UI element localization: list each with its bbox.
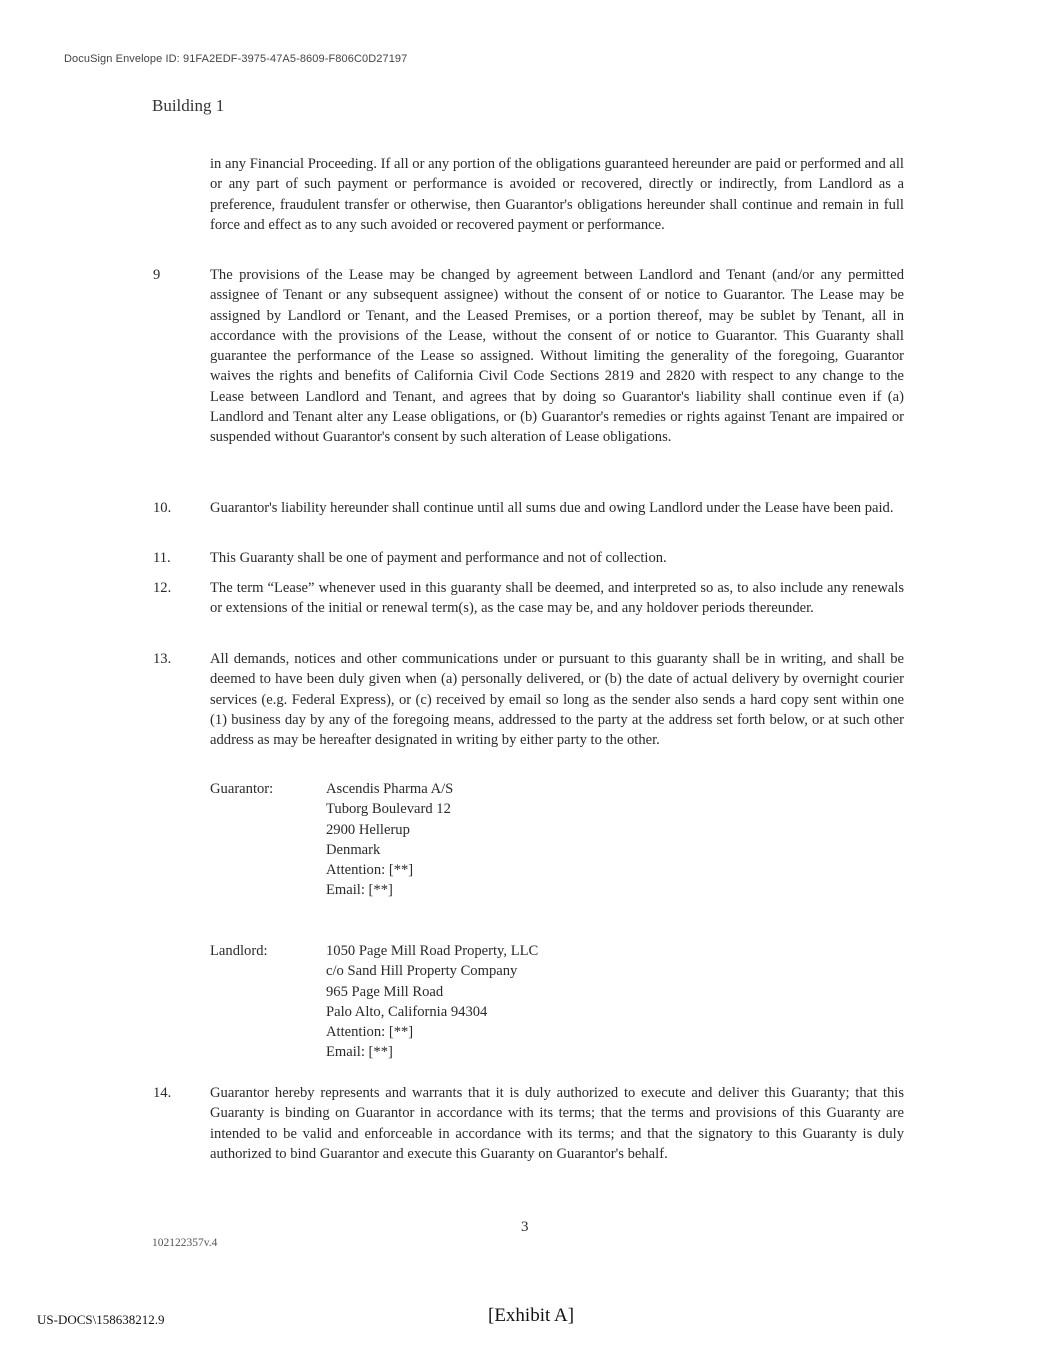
section-number: 10.	[153, 500, 172, 516]
guarantor-label: Guarantor:	[210, 781, 274, 797]
landlord-address-line: c/o Sand Hill Property Company	[326, 963, 518, 980]
guarantor-address-line: Tuborg Boulevard 12	[326, 801, 451, 818]
guarantor-email: Email: [**]	[326, 882, 393, 899]
landlord-label: Landlord:	[210, 943, 268, 959]
section-text: The provisions of the Lease may be changed by agreement between Landlord and Tenant (and/or any permitted assignee of Tenant or any subsequent assignee) without the consent of or notice to Guarantor. The Lease may be assigned by Landlord or Tenant, and the Leased Premises, or a portion thereof, may be sublet by Tenant, all in accordance with the provisions of the Lease, without the consent of or notice to Guarantor. This Guaranty shall guarantee the performance of the Lease so assigned. Without limiting the generality of the foregoing, Guarantor waives the rights and benefits of California Civil Code Sections 2819 and 2820 with respect to any change to the Lease between Landlord and Tenant, and agrees that by doing so Guarantor's liability shall continue even if (a) Landlord and Tenant alter any Lease obligations, or (b) Guarantor's remedies or rights against Tenant are impaired or suspended without Guarantor's consent by such alteration of Lease obligations.	[210, 267, 904, 446]
section-number: 12.	[153, 580, 172, 596]
guarantor-address-line: 2900 Hellerup	[326, 821, 410, 838]
landlord-address-line: 1050 Page Mill Road Property, LLC	[326, 943, 539, 959]
exhibit-label: [Exhibit A]	[488, 1305, 575, 1326]
landlord-attention: Attention: [**]	[326, 1024, 414, 1041]
landlord-address-line: Palo Alto, California 94304	[326, 1003, 488, 1020]
guarantor-address-lines	[326, 779, 453, 901]
continuation-paragraph: in any Financial Proceeding. If all or any portion of the obligations guaranteed hereunder are paid or performed and all or any part of such payment or performance is avoided or recovered, directly or indirectly, from Landlord as a preference, fraudulent transfer or otherwise, then Guarantor's obligations hereunder shall continue and remain in full force and effect as to any such avoided or recovered payment or performance.	[210, 156, 904, 233]
section-text: All demands, notices and other communications under or pursuant to this guaranty shall be in writing, and shall be deemed to have been duly given when (a) personally delivered, or (b) the date of actual delivery by overnight courier services (e.g. Federal Express), or (c) received by email so long as the sender also sends a hard copy sent within one (1) business day by any of the foregoing means, addressed to the party at the address set forth below, or at such other address as may be hereafter designated in writing by either party to the other.	[210, 651, 904, 749]
guarantor-attention: Attention: [**]	[326, 862, 414, 879]
section-number: 11.	[153, 550, 171, 566]
landlord-address-lines	[326, 941, 538, 1063]
section-number: 14.	[153, 1085, 172, 1101]
header-building: Building 1	[152, 96, 225, 115]
us-docs-reference: US-DOCS\158638212.9	[37, 1312, 165, 1327]
section-text: Guarantor's liability hereunder shall continue until all sums due and owing Landlord under the Lease have been paid.	[210, 500, 894, 516]
section-number: 9	[153, 267, 161, 283]
guarantor-address-line: Ascendis Pharma A/S	[326, 781, 454, 797]
landlord-address-line: 965 Page Mill Road	[326, 983, 444, 1000]
landlord-email: Email: [**]	[326, 1044, 393, 1061]
section-text: The term “Lease” whenever used in this guaranty shall be deemed, and interpreted so as, to also include any renewals or extensions of the initial or renewal term(s), as the case may be, and any holdover periods thereunder.	[210, 580, 904, 617]
section-text: This Guaranty shall be one of payment and performance and not of collection.	[210, 550, 667, 566]
section-text: Guarantor hereby represents and warrants that it is duly authorized to execute and deliver this Guaranty; that this Guaranty is binding on Guarantor in accordance with its terms; that the terms and provisions of this Guaranty are intended to be valid and enforceable in accordance with its terms; and that the signatory to this Guaranty is duly authorized to bind Guarantor and execute this Guaranty on Guarantor's behalf.	[210, 1085, 904, 1162]
section-number: 13.	[153, 651, 172, 667]
document-reference: 102122357v.4	[152, 1237, 218, 1249]
guarantor-address-line: Denmark	[326, 841, 381, 858]
docusign-envelope-id: DocuSign Envelope ID: 91FA2EDF-3975-47A5-8609-F806C0D27197	[64, 53, 408, 65]
page-number: 3	[521, 1219, 529, 1235]
